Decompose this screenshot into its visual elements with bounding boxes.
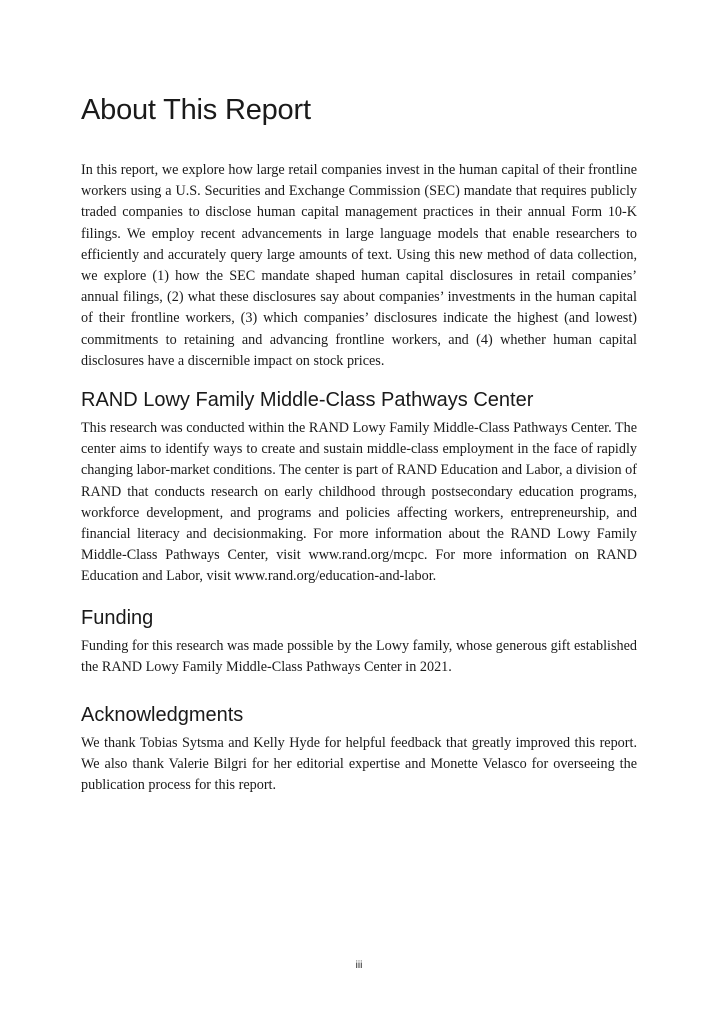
funding-section bbox=[81, 606, 637, 678]
funding-paragraph: Funding for this research was made possible by the Lowy family, whose generous gift established the RAND Lowy Family Middle-Class Pathways Center in 2021. bbox=[81, 638, 637, 676]
acknowledgments-paragraph: We thank Tobias Sytsma and Kelly Hyde for helpful feedback that greatly improved this report. We also thank Valerie Bilgri for her editorial expertise and Monette Velasco for overseeing the publication process for this report. bbox=[81, 735, 637, 794]
funding-heading: Funding bbox=[81, 607, 154, 629]
page-title: About This Report bbox=[81, 94, 311, 126]
center-heading: RAND Lowy Family Middle-Class Pathways Center bbox=[81, 389, 534, 411]
center-section bbox=[81, 388, 637, 588]
intro-section bbox=[81, 160, 637, 372]
intro-paragraph: In this report, we explore how large retail companies invest in the human capital of their frontline workers using a U.S. Securities and Exchange Commission (SEC) mandate that requires publicly traded companies to disclose human capital management practices in their annual Form 10-K filings. We employ recent advancements in large language models that enable researchers to efficiently and accurately query large amounts of text. Using this new method of data collection, we explore (1) how the SEC mandate shaped human capital disclosures in retail companies’ annual filings, (2) what these disclosures say about companies’ investments in the human capital of their frontline workers, (3) which companies’ disclosures indicate the highest (and lowest) commitments to retaining and advancing frontline workers, and (4) whether human capital disclosures have a discernible impact on stock prices. bbox=[81, 162, 637, 369]
page-number: iii bbox=[355, 960, 363, 971]
acknowledgments-heading: Acknowledgments bbox=[81, 704, 244, 726]
acknowledgments-section bbox=[81, 703, 637, 797]
center-paragraph: This research was conducted within the RAND Lowy Family Middle-Class Pathways Center. The center aims to identify ways to create and sustain middle-class employment in the face of rapidly changing labor-market conditions. The center is part of RAND Education and Labor, a division of RAND that conducts research on early childhood through postsecondary education programs, workforce development, and programs and policies affecting workers, entrepreneurship, and financial literacy and decisionmaking. For more information about the RAND Lowy Family Middle-Class Pathways Center, visit www.rand.org/mcpc. For more information on RAND Education and Labor, visit www.rand.org/education-and-labor. bbox=[81, 420, 637, 585]
